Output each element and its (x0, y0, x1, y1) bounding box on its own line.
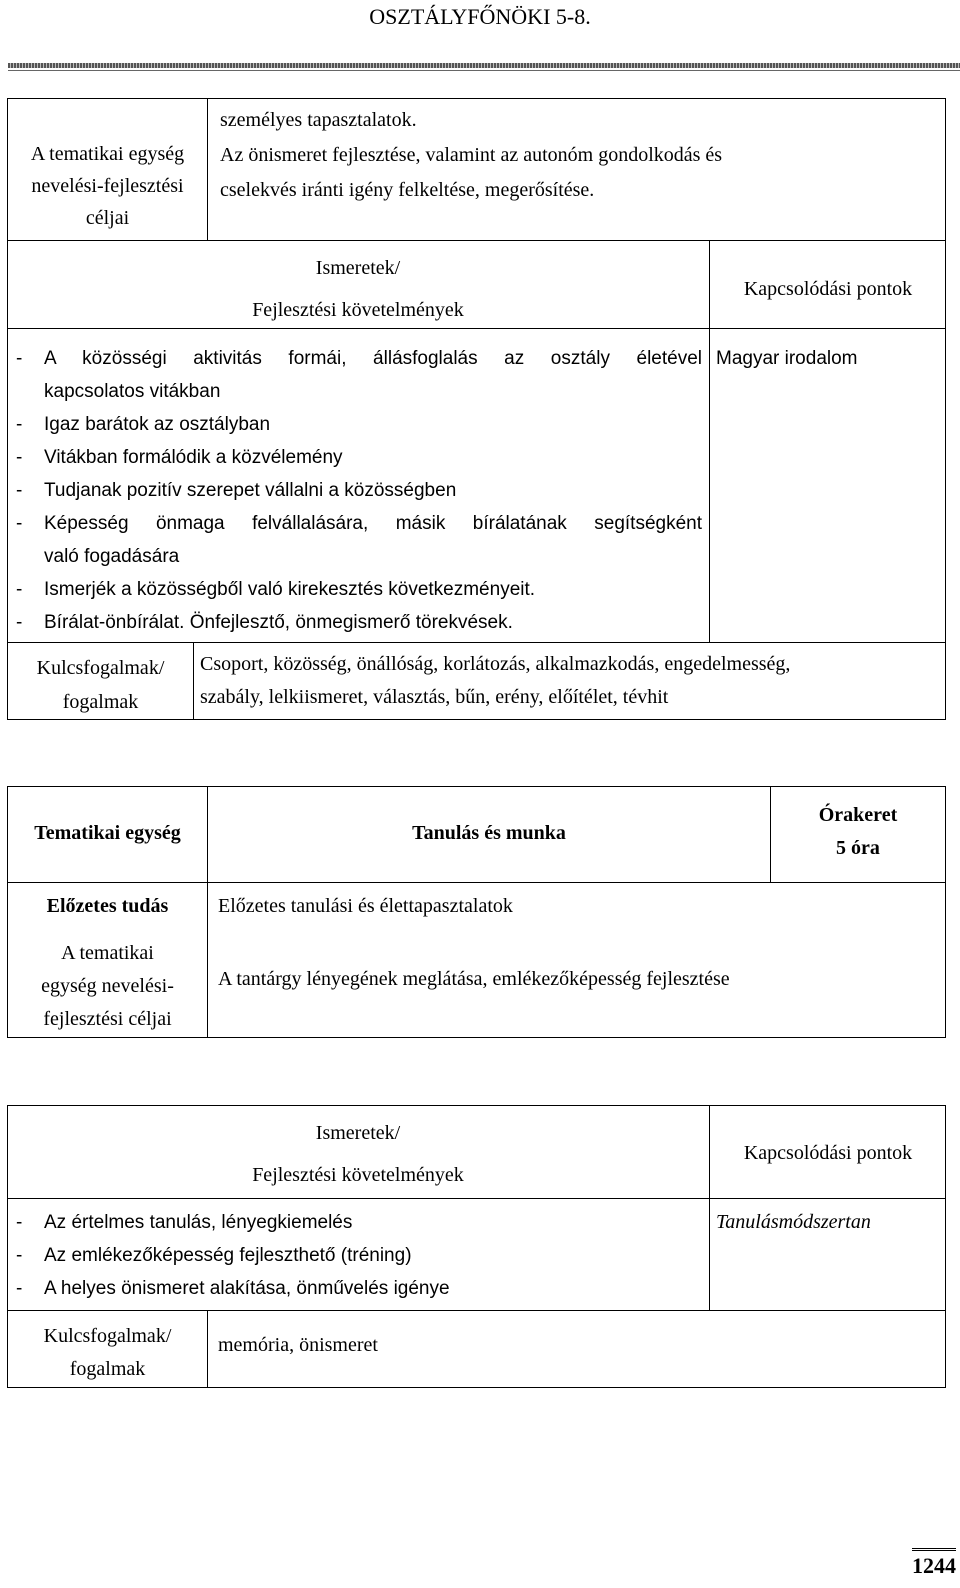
list-item: - Az értelmes tanulás, lényegkiemelés (16, 1212, 353, 1233)
key-concepts2-divider (207, 1310, 208, 1388)
links2-header: Kapcsolódási pontok (743, 1142, 913, 1164)
links2-value: Tanulásmódszertan (716, 1211, 871, 1233)
page-header-title: OSZTÁLYFŐNÖKI 5-8. (369, 4, 591, 29)
hours-value: 5 óra (836, 837, 880, 859)
list-item: - Vitákban formálódik a közvélemény (16, 447, 343, 468)
goals-label-2: egység nevelési- (41, 975, 174, 997)
key-concepts-label-2: fogalmak (62, 691, 139, 713)
list-item: - A helyes önismeret alakítása, önművelés igénye (16, 1278, 450, 1299)
header-rule (8, 63, 960, 68)
knowledge2-header-rule (7, 1198, 946, 1199)
goals-label-3: fejlesztési céljai (43, 1008, 172, 1030)
links-header: Kapcsolódási pontok (743, 278, 913, 300)
unit-title: Tanulás és munka (412, 822, 566, 844)
list-item: - Képesség önmaga felvállalására, másik bírálatának segítségként (16, 513, 702, 534)
hours-label: Órakeret (818, 804, 898, 826)
knowledge-list (12, 342, 702, 639)
knowledge-header-1: Ismeretek/ (315, 257, 401, 279)
unit-row-rule (7, 882, 946, 883)
goals-line-1: személyes tapasztalatok. (220, 109, 417, 131)
key-concepts-label-1: Kulcsfogalmak/ (36, 657, 165, 679)
links-value: Magyar irodalom (716, 348, 858, 369)
list-item: - Tudjanak pozitív szerepet vállalni a közösségben (16, 480, 457, 501)
key-concepts2-label-1: Kulcsfogalmak/ (43, 1325, 172, 1347)
key-concepts-divider (193, 642, 194, 720)
knowledge-header-2: Fejlesztési követelmények (252, 299, 464, 321)
page-number: 1244 (912, 1548, 956, 1579)
unit-label: Tematikai egység (34, 822, 181, 844)
goals-line-2: Az önismeret fejlesztése, valamint az autonóm gondolkodás és (220, 144, 723, 166)
prior-knowledge-label: Előzetes tudás (46, 895, 169, 917)
goals-value: A tantárgy lényegének meglátása, emlékezőképesség fejlesztése (218, 968, 730, 990)
goals-label: A tematikai egység nevelési-fejlesztési céljai (30, 143, 185, 229)
key-concepts-value-2: szabály, lelkiismeret, választás, bűn, erény, előítélet, tévhit (200, 686, 669, 708)
list-item-continuation: való fogadására (44, 546, 180, 567)
goals-label-1: A tematikai (61, 942, 154, 964)
key-concepts2-value: memória, önismeret (218, 1334, 378, 1356)
list-item: - Bírálat-önbírálat. Önfejlesztő, önmegismerő törekvések. (16, 612, 513, 633)
goals-row-divider (207, 98, 208, 241)
list-item: - Ismerjék a közösségből való kirekesztés következményeit. (16, 579, 536, 600)
prior-knowledge-value: Előzetes tanulási és élettapasztalatok (218, 895, 513, 917)
knowledge2-header-2: Fejlesztési követelmények (252, 1164, 464, 1186)
header-rule-thin (8, 70, 960, 71)
key-concepts-value-1: Csoport, közösség, önállóság, korlátozás, alkalmazkodás, engedelmesség, (200, 653, 791, 675)
list-item-continuation: kapcsolatos vitákban (44, 381, 221, 402)
list-item: - Az emlékezőképesség fejleszthető (tréning) (16, 1245, 412, 1266)
goals-text (220, 103, 940, 208)
knowledge2-header-1: Ismeretek/ (315, 1122, 401, 1144)
knowledge2-list (12, 1206, 702, 1305)
knowledge-header-rule (7, 328, 946, 329)
list-item: - Igaz barátok az osztályban (16, 414, 271, 435)
key-concepts2-label-2: fogalmak (69, 1358, 146, 1380)
list-item: - A közösségi aktivitás formái, állásfoglalás az osztály életével (16, 348, 702, 369)
goals-line-3: cselekvés iránti igény felkeltése, megerősítése. (220, 179, 595, 201)
knowledge2-links-divider (709, 1105, 710, 1311)
